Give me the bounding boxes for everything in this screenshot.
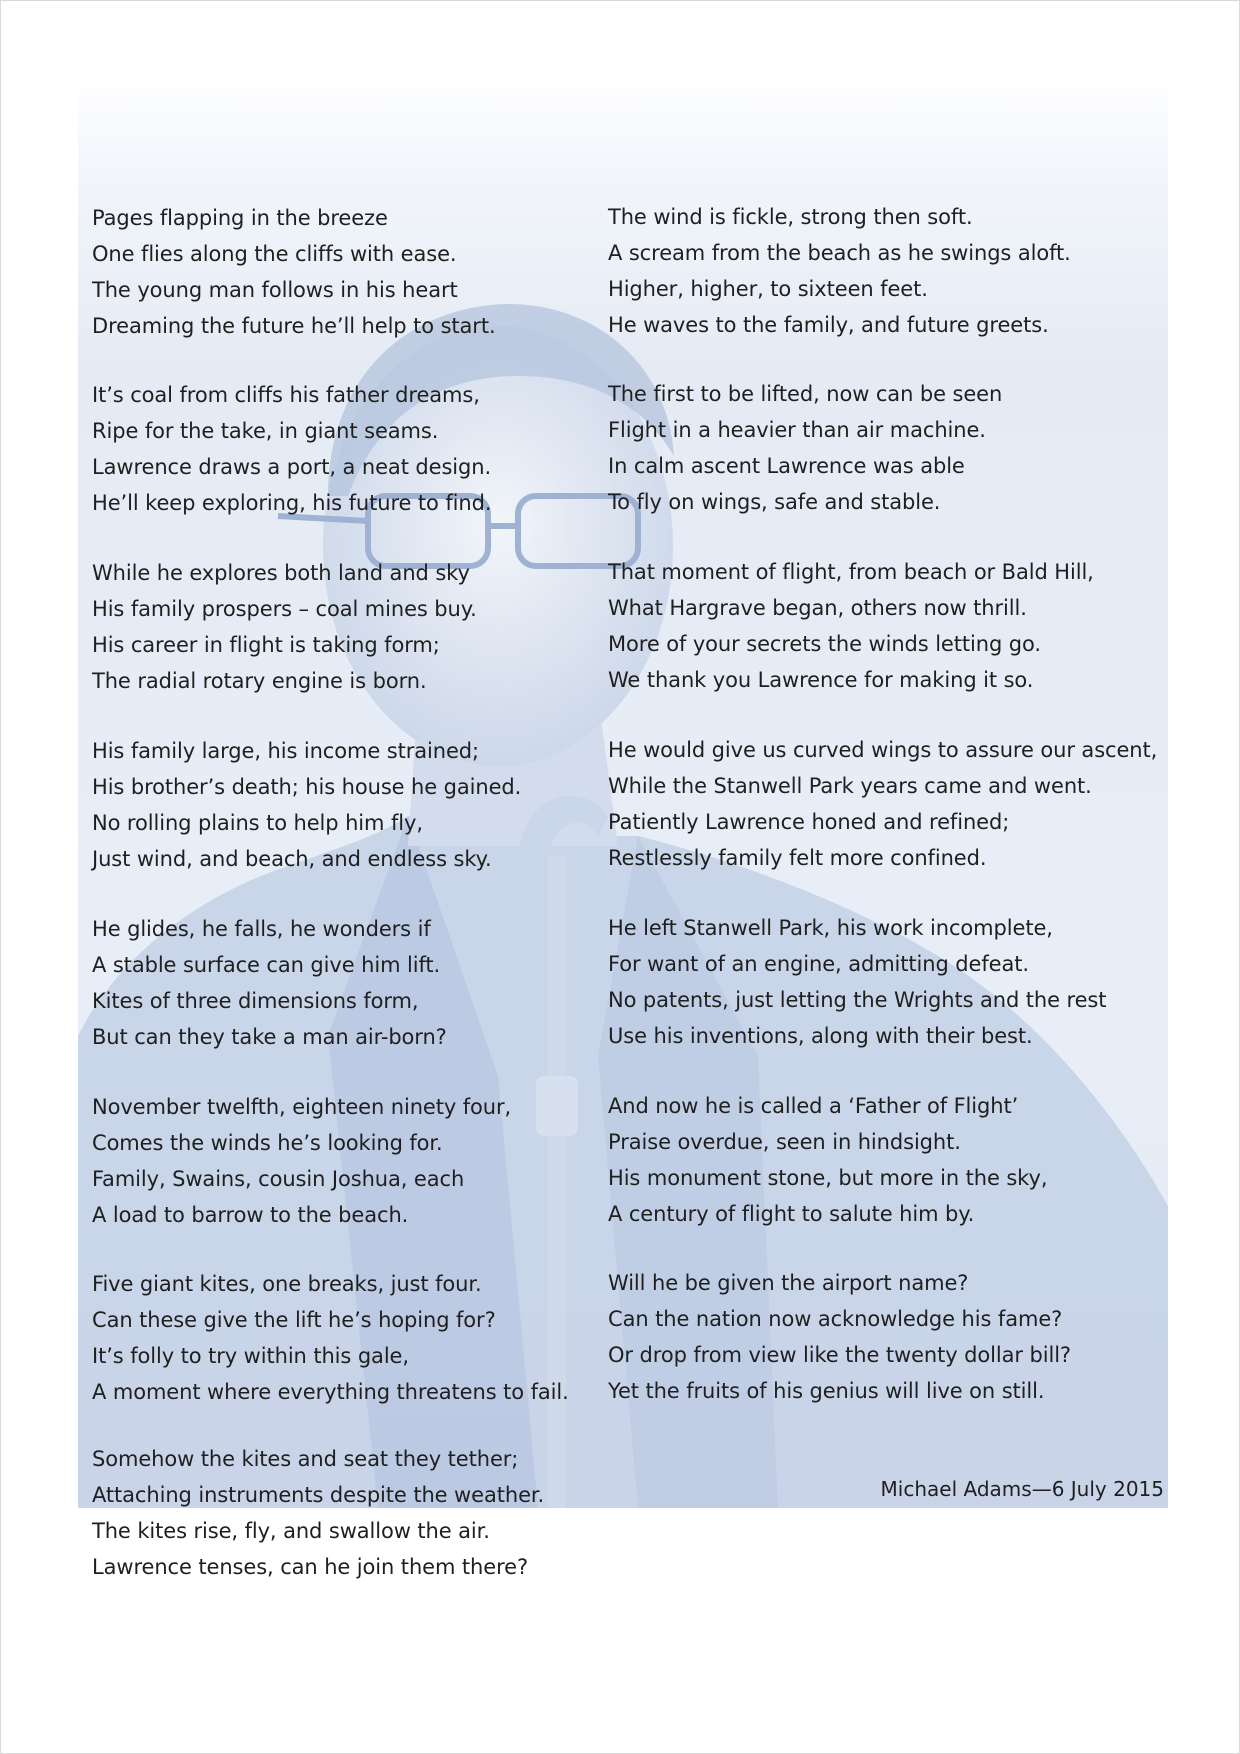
stanza xyxy=(92,911,652,1055)
poem-line: His family large, his income strained; xyxy=(92,739,479,763)
poem-line: While the Stanwell Park years came and went. xyxy=(608,774,1092,798)
poem-line: A moment where everything threatens to fail. xyxy=(92,1380,569,1404)
poem-line: Dreaming the future he’ll help to start. xyxy=(92,314,496,338)
poem-line: And now he is called a ‘Father of Flight’ xyxy=(608,1094,1019,1118)
poem-line: He left Stanwell Park, his work incomplete, xyxy=(608,916,1053,940)
poem-line: Comes the winds he’s looking for. xyxy=(92,1131,443,1155)
poem-line: We thank you Lawrence for making it so. xyxy=(608,668,1034,692)
poem-line: His family prospers – coal mines buy. xyxy=(92,597,477,621)
poem-line: He glides, he falls, he wonders if xyxy=(92,917,431,941)
poem-line: The wind is fickle, strong then soft. xyxy=(608,205,973,229)
stanza xyxy=(608,732,1168,876)
poem-line: But can they take a man air-born? xyxy=(92,1025,447,1049)
poem-line: More of your secrets the winds letting go. xyxy=(608,632,1041,656)
poem-line: A scream from the beach as he swings aloft. xyxy=(608,241,1071,265)
poem-line: Lawrence draws a port, a neat design. xyxy=(92,455,492,479)
poem-line: Restlessly family felt more confined. xyxy=(608,846,987,870)
poem-line: Flight in a heavier than air machine. xyxy=(608,418,986,442)
poem-line: One flies along the cliffs with ease. xyxy=(92,242,457,266)
poem-line: For want of an engine, admitting defeat. xyxy=(608,952,1029,976)
poem-line: Praise overdue, seen in hindsight. xyxy=(608,1130,961,1154)
stanza xyxy=(608,554,1168,698)
poem-line: The young man follows in his heart xyxy=(92,278,458,302)
poem-line: Attaching instruments despite the weather. xyxy=(92,1483,545,1507)
poem-line: That moment of flight, from beach or Bald Hill, xyxy=(608,560,1094,584)
poem-line: Higher, higher, to sixteen feet. xyxy=(608,277,928,301)
poem-line: Family, Swains, cousin Joshua, each xyxy=(92,1167,465,1191)
poem-line: He’ll keep exploring, his future to find. xyxy=(92,491,492,515)
poem-line: Or drop from view like the twenty dollar bill? xyxy=(608,1343,1071,1367)
stanza xyxy=(608,376,1168,520)
poem-line: Can the nation now acknowledge his fame? xyxy=(608,1307,1063,1331)
author-signature: Michael Adams—6 July 2015 xyxy=(880,1477,1164,1501)
stanza xyxy=(92,1441,652,1585)
stanza xyxy=(92,377,652,521)
poem-line: Ripe for the take, in giant seams. xyxy=(92,419,439,443)
poem-line: His brother’s death; his house he gained. xyxy=(92,775,522,799)
poem-line: Somehow the kites and seat they tether; xyxy=(92,1447,519,1471)
poem-line: In calm ascent Lawrence was able xyxy=(608,454,965,478)
poem-line: No rolling plains to help him fly, xyxy=(92,811,423,835)
poem-line: What Hargrave began, others now thrill. xyxy=(608,596,1027,620)
stanza xyxy=(608,199,1168,343)
poem-line: Kites of three dimensions form, xyxy=(92,989,419,1013)
poem-line: Lawrence tenses, can he join them there? xyxy=(92,1555,529,1579)
poem-line: Five giant kites, one breaks, just four. xyxy=(92,1272,482,1296)
poem-line: A century of flight to salute him by. xyxy=(608,1202,975,1226)
poem-line: His monument stone, but more in the sky, xyxy=(608,1166,1048,1190)
poem-line: He would give us curved wings to assure our ascent, xyxy=(608,738,1158,762)
poem-line: A load to barrow to the beach. xyxy=(92,1203,409,1227)
poem-line: Pages flapping in the breeze xyxy=(92,206,388,230)
poem-line: Will he be given the airport name? xyxy=(608,1271,969,1295)
stanza xyxy=(92,1266,652,1410)
poem-line: He waves to the family, and future greets. xyxy=(608,313,1049,337)
poem-line: A stable surface can give him lift. xyxy=(92,953,441,977)
poem-line: Use his inventions, along with their best. xyxy=(608,1024,1033,1048)
poem-line: Can these give the lift he’s hoping for? xyxy=(92,1308,496,1332)
poem-line: While he explores both land and sky xyxy=(92,561,470,585)
stanza xyxy=(608,910,1168,1054)
stanza xyxy=(92,200,652,344)
stanza xyxy=(608,1265,1168,1409)
poem-line: It’s folly to try within this gale, xyxy=(92,1344,409,1368)
poem-line: It’s coal from cliffs his father dreams, xyxy=(92,383,480,407)
poem-line: His career in flight is taking form; xyxy=(92,633,440,657)
poem-line: The radial rotary engine is born. xyxy=(92,669,427,693)
poem-line: The kites rise, fly, and swallow the air. xyxy=(92,1519,490,1543)
stanza xyxy=(608,1088,1168,1232)
poem-line: Patiently Lawrence honed and refined; xyxy=(608,810,1010,834)
poem-line: No patents, just letting the Wrights and the rest xyxy=(608,988,1107,1012)
poem-line: To fly on wings, safe and stable. xyxy=(608,490,941,514)
poem-line: Yet the fruits of his genius will live on still. xyxy=(608,1379,1045,1403)
poem-line: Just wind, and beach, and endless sky. xyxy=(92,847,492,871)
stanza xyxy=(92,733,652,877)
poem-line: November twelfth, eighteen ninety four, xyxy=(92,1095,512,1119)
stanza xyxy=(92,1089,652,1233)
poem-line: The first to be lifted, now can be seen xyxy=(608,382,1003,406)
stanza xyxy=(92,555,652,699)
